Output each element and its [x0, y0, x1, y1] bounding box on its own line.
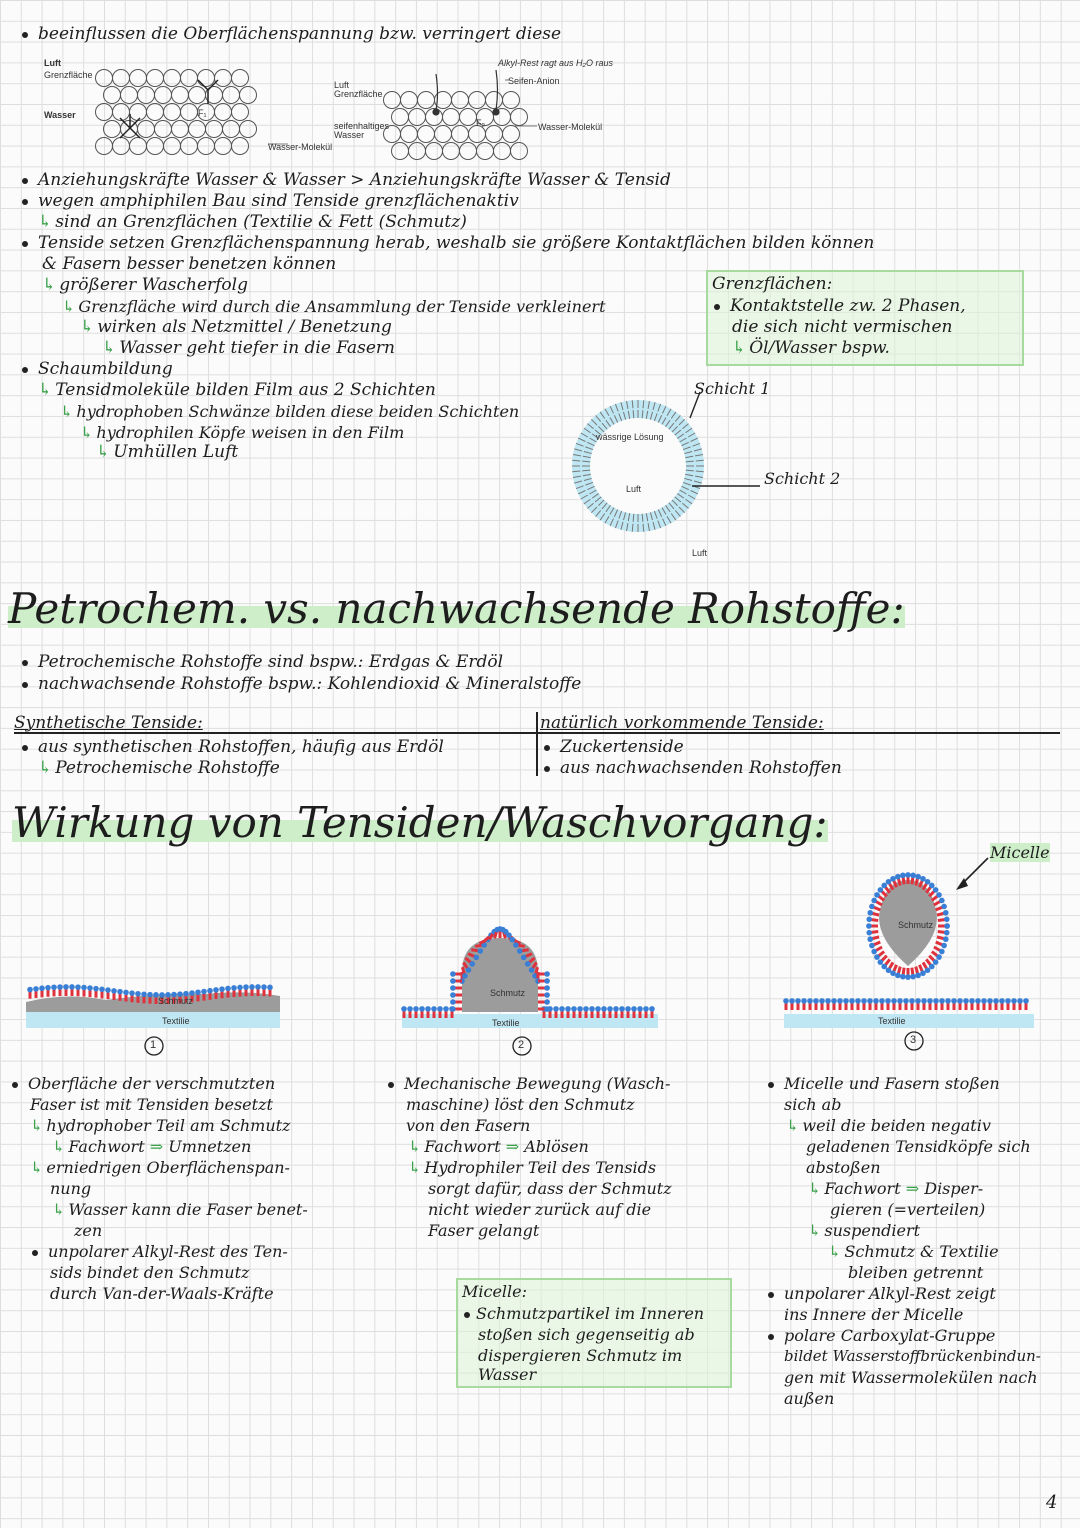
- s1-line14: ↳ Umhüllen Luft: [96, 442, 239, 462]
- c1-l9: unpolarer Alkyl-Rest des Ten-: [32, 1241, 288, 1262]
- bullet-icon: [768, 1082, 774, 1088]
- bullet-icon: [12, 1082, 18, 1088]
- c3-l1: Micelle und Fasern stoßen: [768, 1073, 1000, 1094]
- c1-l4: ↳ Fachwort ⇒ Umnetzen: [52, 1137, 252, 1156]
- s2-textilie-label: Textilie: [492, 1018, 520, 1028]
- label-waessrige-loesung: wässrige Lösung: [596, 432, 664, 442]
- right-arrow-icon: ⇒: [505, 1137, 520, 1156]
- c3-l3: ↳ weil die beiden negativ: [786, 1116, 991, 1135]
- c3-l12: ins Innere der Micelle: [784, 1305, 964, 1324]
- table-left-l1: aus synthetischen Rohstoffen, häufig aus Erdöl: [22, 737, 444, 758]
- grenzflaechen-l2: die sich nicht vermischen: [732, 317, 953, 337]
- c1-l2: Faser ist mit Tensiden besetzt: [30, 1095, 273, 1114]
- return-arrow-icon: ↳: [808, 1221, 822, 1240]
- right-arrow-icon: ⇒: [149, 1137, 164, 1156]
- label-f2: F₂: [476, 118, 485, 128]
- return-arrow-icon: ↳: [808, 1179, 822, 1198]
- return-arrow-icon: ↳: [38, 212, 53, 232]
- c1-l8: zen: [74, 1221, 103, 1240]
- bullet-icon: [768, 1334, 774, 1340]
- c3-l5: abstoßen: [806, 1158, 881, 1177]
- surface-tension-figure: [40, 56, 640, 164]
- s1-textilie-label: Textilie: [162, 1016, 190, 1026]
- label-luft: Luft: [44, 58, 61, 68]
- right-arrow-icon: ⇒: [905, 1179, 920, 1198]
- c3-l2: sich ab: [784, 1095, 842, 1114]
- bullet-icon: [714, 304, 720, 310]
- label-grenzflaeche: Grenzfläche: [44, 70, 93, 80]
- micelle-box: [456, 1278, 732, 1388]
- foam-figure: [560, 378, 860, 568]
- c3-l8: ↳ suspendiert: [808, 1221, 921, 1240]
- return-arrow-icon: ↳: [96, 442, 111, 462]
- c2-l2: maschine) löst den Schmutz: [406, 1095, 635, 1114]
- c3-l4: geladenen Tensidköpfe sich: [806, 1137, 1031, 1156]
- grenzflaechen-box: [706, 270, 1024, 366]
- s1-line7: ↳ Grenzfläche wird durch die Ansammlung der Tenside verkleinert: [62, 297, 606, 316]
- s1-line12: ↳ hydrophoben Schwänze bilden diese beiden Schichten: [60, 402, 520, 421]
- label-wasser-molekuel-2: Wasser-Molekül: [538, 122, 603, 132]
- s3-number: 3: [910, 1034, 917, 1046]
- s1-line11: ↳ Tensidmoleküle bilden Film aus 2 Schichten: [38, 380, 436, 400]
- c1-l3: ↳ hydrophober Teil am Schmutz: [30, 1116, 291, 1135]
- return-arrow-icon: ↳: [42, 275, 57, 295]
- c1-l10: sids bindet den Schmutz: [50, 1263, 250, 1282]
- s1-line9: ↳ Wasser geht tiefer in die Fasern: [102, 338, 395, 358]
- s2-schmutz-label: Schmutz: [490, 988, 526, 998]
- c3-l10: bleiben getrennt: [848, 1263, 984, 1282]
- return-arrow-icon: ↳: [732, 338, 747, 358]
- return-arrow-icon: ↳: [786, 1116, 800, 1135]
- label-alkyl-note: Alkyl-Rest ragt aus H₂O raus: [498, 58, 613, 68]
- return-arrow-icon: ↳: [60, 402, 74, 421]
- table-right-l2: aus nachwachsenden Rohstoffen: [544, 758, 842, 779]
- bullet-icon: [22, 32, 28, 38]
- label-f1: F₁: [198, 108, 207, 118]
- bullet-icon: [22, 745, 28, 751]
- c2-l7: nicht wieder zurück auf die: [428, 1200, 652, 1219]
- grenzflaechen-title: Grenzflächen:: [712, 274, 833, 294]
- s1-line2: wegen amphiphilen Bau sind Tenside grenzflächenaktiv: [22, 191, 519, 212]
- label-grenzflaeche-2: Grenzfläche: [334, 89, 383, 99]
- heading-wirkung: Wirkung von Tensiden/Waschvorgang:: [12, 798, 828, 847]
- c3-l11: unpolarer Alkyl-Rest zeigt: [768, 1283, 996, 1304]
- c1-l7: ↳ Wasser kann die Faser benet-: [52, 1200, 308, 1219]
- label-seifenhaltiges-wasser: seifenhaltiges Wasser: [334, 121, 390, 140]
- grenzflaechen-l1: Kontaktstelle zw. 2 Phasen,: [714, 296, 966, 317]
- bullet-icon: [22, 199, 28, 205]
- c3-l13: polare Carboxylat-Gruppe: [768, 1325, 995, 1346]
- heading-petrochem: Petrochem. vs. nachwachsende Rohstoffe:: [8, 584, 905, 633]
- label-wasser: Wasser: [44, 110, 76, 120]
- table-left-head: Synthetische Tenside:: [14, 713, 203, 733]
- table-left-l2: ↳ Petrochemische Rohstoffe: [38, 758, 280, 778]
- return-arrow-icon: ↳: [30, 1158, 44, 1177]
- c3-l14: bildet Wasserstoffbrückenbindun-: [784, 1347, 1041, 1365]
- return-arrow-icon: ↳: [80, 423, 94, 442]
- label-seifen-anion: Seifen-Anion: [508, 76, 560, 86]
- micelle-box-l1: Schmutzpartikel im Inneren: [464, 1303, 704, 1324]
- wash-steps-diagram: [20, 850, 1060, 1060]
- bullet-icon: [544, 745, 550, 751]
- table-divider-v: [536, 712, 538, 776]
- micelle-box-l2: stoßen sich gegenseitig ab: [478, 1325, 695, 1344]
- grenzflaechen-l3: ↳ Öl/Wasser bspw.: [732, 338, 890, 358]
- c3-l7: gieren (=verteilen): [830, 1200, 986, 1219]
- table-right-head: natürlich vorkommende Tenside:: [540, 713, 824, 733]
- c1-l1: Oberfläche der verschmutzten: [12, 1073, 275, 1094]
- s2-line2: nachwachsende Rohstoffe bspw.: Kohlendioxid & Mineralstoffe: [22, 674, 581, 695]
- bullet-icon: [768, 1292, 774, 1298]
- bullet-icon: [22, 660, 28, 666]
- surface-tension-diagram: [40, 56, 640, 164]
- label-schicht-2: Schicht 2: [764, 469, 841, 488]
- return-arrow-icon: ↳: [828, 1242, 842, 1261]
- c3-l9: ↳ Schmutz & Textilie: [828, 1242, 999, 1261]
- micelle-label: Micelle: [990, 843, 1050, 862]
- bullet-icon: [22, 682, 28, 688]
- bullet-icon: [544, 766, 550, 772]
- return-arrow-icon: ↳: [52, 1200, 66, 1219]
- c2-l5: ↳ Hydrophiler Teil des Tensids: [408, 1158, 657, 1177]
- label-luft-outer: Luft: [692, 548, 708, 558]
- s1-line6: ↳ größerer Wascherfolg: [42, 275, 248, 295]
- label-luft-2: Luft: [334, 80, 350, 90]
- intro-line: beeinflussen die Oberflächenspannung bzw. verringert diese: [22, 24, 561, 45]
- micelle-box-l4: Wasser: [478, 1365, 537, 1384]
- micelle-box-title: Micelle:: [462, 1282, 528, 1301]
- label-wasser-molekuel: Wasser-Molekül: [268, 142, 333, 152]
- s1-line1: Anziehungskräfte Wasser & Wasser > Anziehungskräfte Wasser & Tensid: [22, 170, 671, 191]
- bullet-icon: [464, 1312, 470, 1318]
- bullet-icon: [32, 1250, 38, 1256]
- table-right-l1: Zuckertenside: [544, 737, 684, 758]
- bullet-icon: [22, 241, 28, 247]
- return-arrow-icon: ↳: [408, 1137, 422, 1156]
- label-schicht-1: Schicht 1: [694, 379, 771, 398]
- bullet-icon: [22, 367, 28, 373]
- c1-l11: durch Van-der-Waals-Kräfte: [50, 1284, 274, 1303]
- return-arrow-icon: ↳: [52, 1137, 66, 1156]
- c2-l1: Mechanische Bewegung (Wasch-: [388, 1073, 670, 1094]
- wash-steps-figure: [20, 850, 1060, 1060]
- c3-l16: außen: [784, 1389, 835, 1408]
- s2-line1: Petrochemische Rohstoffe sind bspw.: Erdgas & Erdöl: [22, 652, 503, 673]
- s1-line5: & Fasern besser benetzen können: [42, 254, 337, 274]
- c2-l3: von den Fasern: [406, 1116, 531, 1135]
- return-arrow-icon: ↳: [102, 338, 117, 358]
- s1-line4: Tenside setzen Grenzflächenspannung herab, weshalb sie größere Kontaktflächen bilden können: [22, 233, 874, 254]
- c1-l5: ↳ erniedrigen Oberflächenspan-: [30, 1158, 290, 1177]
- return-arrow-icon: ↳: [80, 317, 95, 337]
- c2-l8: Faser gelangt: [428, 1221, 540, 1240]
- label-luft-inner: Luft: [626, 484, 642, 494]
- return-arrow-icon: ↳: [30, 1116, 44, 1135]
- return-arrow-icon: ↳: [62, 297, 76, 316]
- c2-l4: ↳ Fachwort ⇒ Ablösen: [408, 1137, 589, 1156]
- return-arrow-icon: ↳: [38, 380, 53, 400]
- s3-textilie-label: Textilie: [878, 1016, 906, 1026]
- c3-l15: gen mit Wassermolekülen nach: [784, 1368, 1038, 1387]
- s2-number: 2: [518, 1039, 525, 1051]
- s1-line3: ↳ sind an Grenzflächen (Textilie & Fett (Schmutz): [38, 212, 467, 232]
- return-arrow-icon: ↳: [408, 1158, 422, 1177]
- s1-line13: ↳ hydrophilen Köpfe weisen in den Film: [80, 423, 405, 442]
- bullet-icon: [388, 1082, 394, 1088]
- c3-l6: ↳ Fachwort ⇒ Disper-: [808, 1179, 984, 1198]
- s1-line8: ↳ wirken als Netzmittel / Benetzung: [80, 317, 392, 337]
- return-arrow-icon: ↳: [38, 758, 53, 778]
- s1-line10: Schaumbildung: [22, 359, 173, 380]
- page-number: 4: [1046, 1492, 1058, 1513]
- c1-l6: nung: [50, 1179, 92, 1198]
- s1-schmutz-label: Schmutz: [158, 996, 194, 1006]
- micelle-box-l3: dispergieren Schmutz im: [478, 1346, 683, 1365]
- bullet-icon: [22, 178, 28, 184]
- c2-l6: sorgt dafür, dass der Schmutz: [428, 1179, 672, 1198]
- s3-schmutz-label: Schmutz: [898, 920, 934, 930]
- s1-number: 1: [150, 1039, 157, 1051]
